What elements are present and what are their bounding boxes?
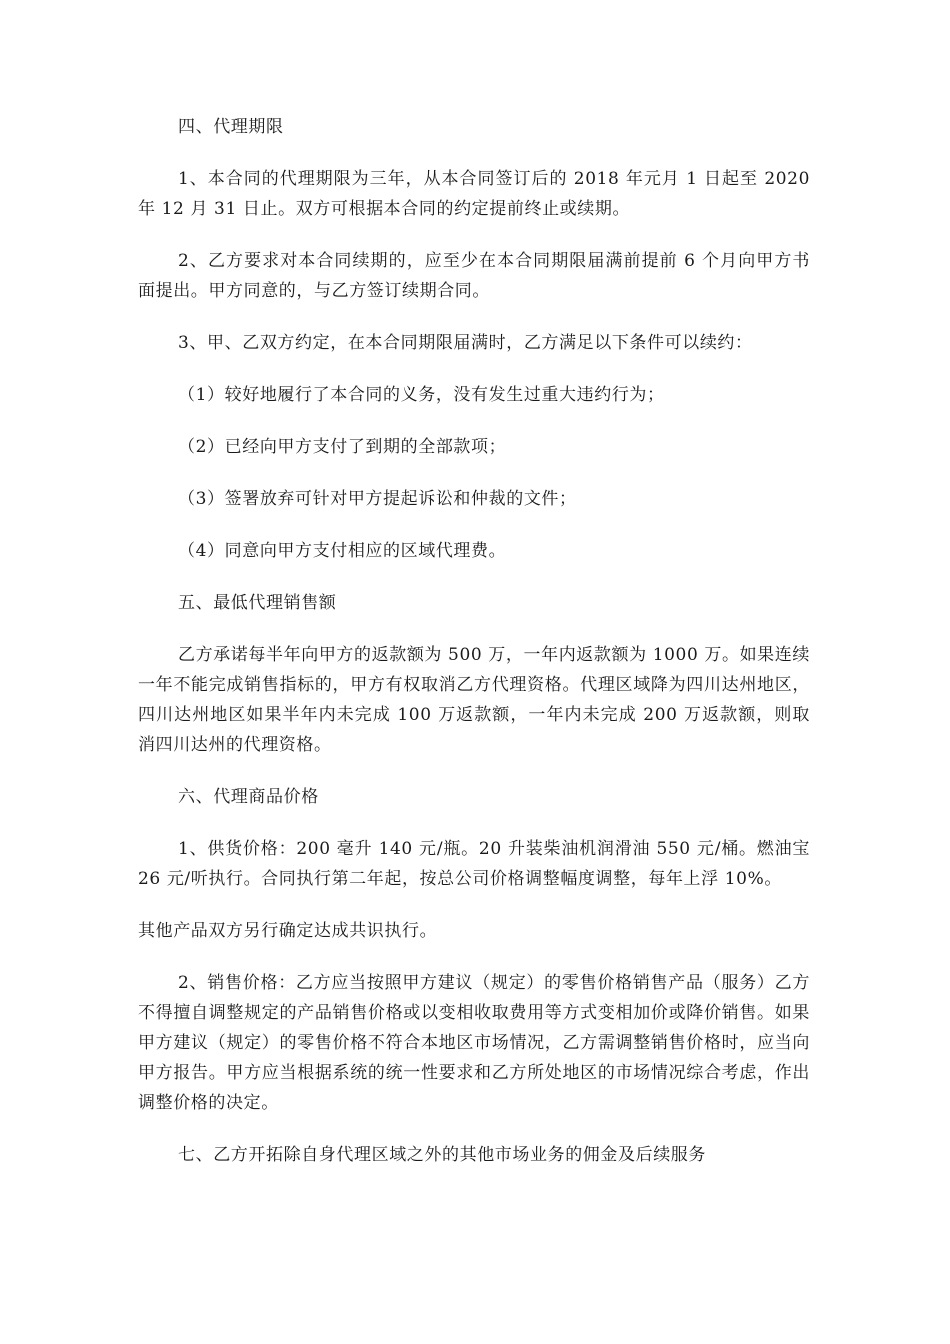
- section-heading-4: 四、代理期限: [178, 117, 284, 137]
- list-item: （2）已经向甲方支付了到期的全部款项；: [178, 437, 507, 457]
- paragraph: 2、乙方要求对本合同续期的，应至少在本合同期限届满前提前 6 个月向甲方书面提出。甲方同意的，与乙方签订续期合同。: [138, 251, 810, 301]
- paragraph: 1、本合同的代理期限为三年，从本合同签订后的 2018 年元月 1 日起至 2020 年 12 月 31 日止。双方可根据本合同的约定提前终止或续期。: [138, 169, 810, 219]
- paragraph: 3、甲、乙双方约定，在本合同期限届满时，乙方满足以下条件可以续约：: [178, 333, 753, 353]
- paragraph: 其他产品双方另行确定达成共识执行。: [138, 921, 438, 941]
- section-heading-7: 七、乙方开拓除自身代理区域之外的其他市场业务的佣金及后续服务: [178, 1145, 706, 1165]
- paragraph: 乙方承诺每半年向甲方的返款额为 500 万，一年内返款额为 1000 万。如果连续一年不能完成销售指标的，甲方有权取消乙方代理资格。代理区域降为四川达州地区，四川达州地区如果半年内未完成 100 万返款额，一年内未完成 200 万返款额，则取消四川达州的代理资格。: [138, 645, 810, 755]
- paragraph: 1、供货价格：200 毫升 140 元/瓶。20 升装柴油机润滑油 550 元/桶。燃油宝 26 元/听执行。合同执行第二年起，按总公司价格调整幅度调整，每年上浮 10%。: [138, 839, 810, 889]
- paragraph: 2、销售价格：乙方应当按照甲方建议（规定）的零售价格销售产品（服务）乙方不得擅自调整规定的产品销售价格或以变相收取费用等方式变相加价或降价销售。如果甲方建议（规定）的零售价格不符合本地区市场情况，乙方需调整销售价格时，应当向甲方报告。甲方应当根据系统的统一性要求和乙方所处地区的市场情况综合考虑，作出调整价格的决定。: [138, 973, 810, 1113]
- list-item: （4）同意向甲方支付相应的区域代理费。: [178, 541, 507, 561]
- section-heading-6: 六、代理商品价格: [178, 787, 319, 807]
- section-heading-5: 五、最低代理销售额: [178, 593, 337, 613]
- list-item: （3）签署放弃可针对甲方提起诉讼和仲裁的文件；: [178, 489, 577, 509]
- document-body: [138, 112, 810, 1192]
- list-item: （1）较好地履行了本合同的义务，没有发生过重大违约行为；: [178, 385, 665, 405]
